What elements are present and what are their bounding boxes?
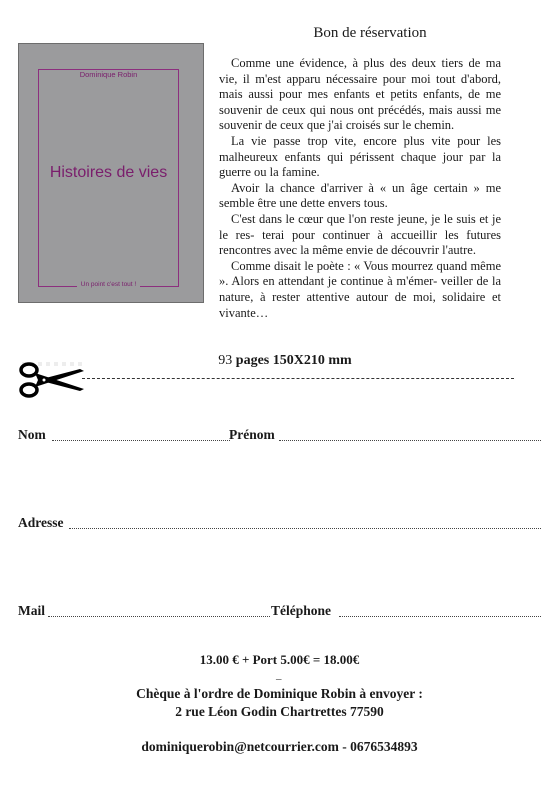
book-cover	[18, 43, 204, 303]
cut-line	[82, 378, 514, 379]
cover-title: Histoires de vies	[49, 164, 168, 181]
telephone-label: Téléphone	[271, 603, 332, 618]
postal-address: 2 rue Léon Godin Chartrettes 77590	[175, 704, 384, 719]
paragraph: Comme disait le poète : « Vous mourrez quand même ». Alors en attendant je continue à m'émer- veiller de la nature, à rester attentive autour de moi, solidaire et vivante…	[219, 258, 501, 320]
cover-frame	[38, 69, 179, 287]
scissors-icon	[18, 358, 88, 402]
mail-label: Mail	[18, 603, 45, 618]
cover-tagline: Un point c'est tout !	[77, 281, 140, 288]
nom-field[interactable]	[52, 440, 230, 441]
price-line: 13.00 € + Port 5.00€ = 18.00€	[199, 652, 360, 667]
paragraph: Comme une évidence, à plus des deux tiers de ma vie, il m'est apparu nécessaire pour moi tout d'abord, mais aussi pour mes enfants et petits enfants, de me souvenir de ceux qui nous ont précédés, mais aussi me souvenir de ceux que j'ai croisés sur le chemin.	[219, 56, 501, 133]
page-title: Bon de réservation	[313, 25, 427, 41]
adresse-label: Adresse	[18, 515, 64, 530]
adresse-field[interactable]	[69, 528, 541, 529]
contact-line: dominiquerobin@netcourrier.com - 0676534893	[141, 739, 418, 754]
telephone-field[interactable]	[339, 616, 541, 617]
paragraph: C'est dans le cœur que l'on reste jeune, je le suis et je le res- terai pour continuer à accueillir les futures rencontres avec la même envie de découvrir l'autre.	[219, 211, 501, 258]
paragraph: Avoir la chance d'arriver à « un âge certain » me semble être une dette envers tous.	[219, 180, 501, 211]
book-format	[190, 353, 380, 369]
cover-author: Dominique Robin	[76, 70, 142, 79]
pages-count: 93	[218, 353, 233, 368]
pages-format: pages 150X210 mm	[235, 353, 352, 368]
prenom-field[interactable]	[279, 440, 541, 441]
paragraph: La vie passe trop vite, encore plus vite pour les malheureux enfants qui périssent chaque jour par la guerre ou la famine.	[219, 133, 501, 180]
separator-dash: –	[276, 673, 282, 685]
mail-field[interactable]	[48, 616, 270, 617]
nom-label: Nom	[18, 427, 46, 442]
order-line: Chèque à l'ordre de Dominique Robin à envoyer :	[136, 686, 423, 701]
order-info	[0, 685, 559, 721]
description-text	[219, 56, 501, 321]
prenom-label: Prénom	[229, 427, 275, 442]
